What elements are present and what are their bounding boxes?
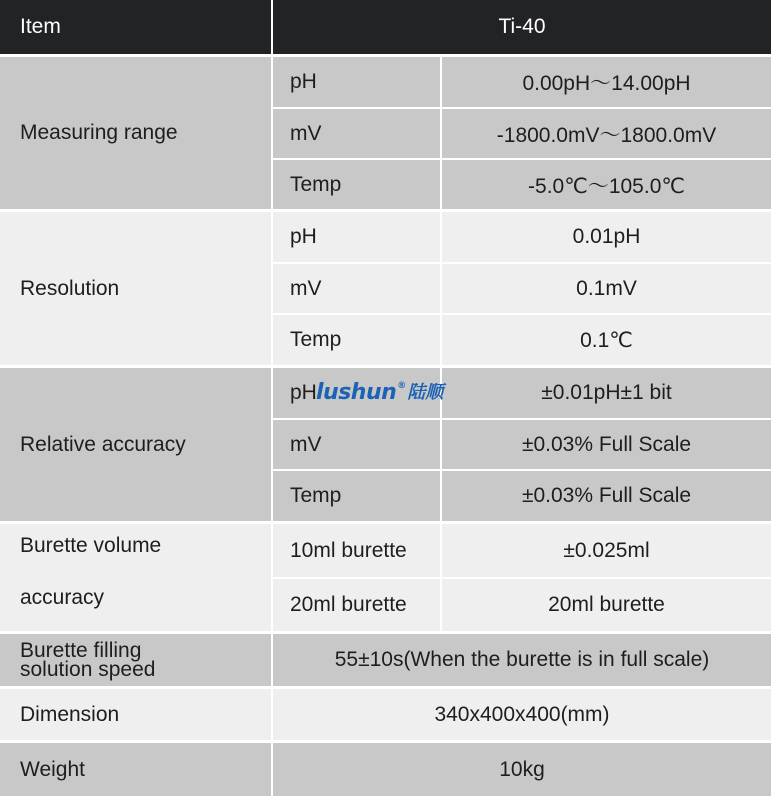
- dimension-value: 340x400x400(mm): [273, 689, 771, 740]
- dimension-label: Dimension: [0, 689, 271, 740]
- burette-filling-value: 55±10s(When the burette is in full scale): [273, 634, 771, 686]
- burette-20ml-param: 20ml burette: [273, 579, 440, 631]
- measuring-range-temp-value: -5.0℃～105.0℃: [442, 160, 771, 209]
- relative-accuracy-temp-value: ±0.03% Full Scale: [442, 471, 771, 521]
- burette-20ml-value: 20ml burette: [442, 579, 771, 631]
- watermark-cjk-text: 陆顺: [407, 382, 444, 403]
- weight-value: 10kg: [273, 743, 771, 796]
- resolution-temp-value: 0.1℃: [442, 315, 771, 365]
- resolution-mv-param: mV: [273, 264, 440, 313]
- measuring-range-ph-value: 0.00pH～14.00pH: [442, 57, 771, 107]
- resolution-mv-value: 0.1mV: [442, 264, 771, 313]
- burette-volume-label-line1: Burette volume: [20, 534, 162, 557]
- relative-accuracy-mv-value: ±0.03% Full Scale: [442, 420, 771, 469]
- burette-filling-label: [0, 634, 271, 686]
- watermark-brand-text: lushun: [316, 380, 397, 405]
- relative-accuracy-label: Relative accuracy: [0, 368, 271, 521]
- relative-accuracy-mv-param: mV: [273, 420, 440, 469]
- measuring-range-mv-value: -1800.0mV～1800.0mV: [442, 109, 771, 158]
- relative-accuracy-temp-param: Temp: [273, 471, 440, 521]
- burette-filling-label-line2: solution speed: [20, 658, 156, 681]
- weight-label: Weight: [0, 743, 271, 796]
- measuring-range-temp-param: Temp: [273, 160, 440, 209]
- burette-filling-label-line1: Burette filling: [20, 639, 142, 662]
- measuring-range-ph-param: pH: [273, 57, 440, 107]
- burette-10ml-param: 10ml burette: [273, 524, 440, 577]
- watermark-registered-mark: ®: [397, 381, 407, 391]
- resolution-ph-value: 0.01pH: [442, 212, 771, 262]
- resolution-label: Resolution: [0, 212, 271, 365]
- measuring-range-mv-param: mV: [273, 109, 440, 158]
- burette-volume-label-line2: accuracy: [20, 586, 105, 609]
- relative-accuracy-ph-param: pH: [273, 368, 440, 418]
- measuring-range-label: Measuring range: [0, 57, 271, 209]
- resolution-ph-param: pH: [273, 212, 440, 262]
- resolution-temp-param: Temp: [273, 315, 440, 365]
- header-item: Item: [0, 0, 271, 54]
- burette-10ml-value: ±0.025ml: [442, 524, 771, 577]
- relative-accuracy-ph-value: ±0.01pH±1 bit: [442, 368, 771, 418]
- header-model: Ti-40: [273, 0, 771, 54]
